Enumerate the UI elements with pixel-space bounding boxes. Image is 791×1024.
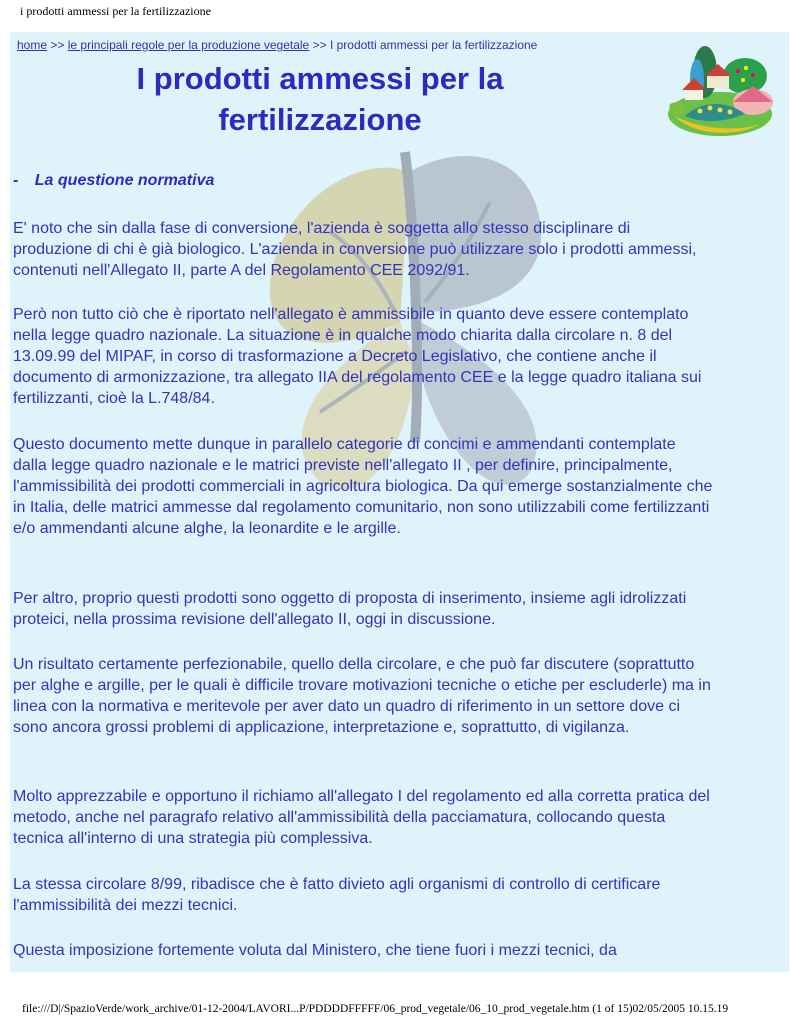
section-heading-text: La questione normativa xyxy=(34,172,215,189)
paragraph-2: Però non tutto ciò che è riportato nell'allegato è ammissibile in quanto deve essere contemplato nella legge quadro nazionale. La situazione è in qualche modo chiarita dalla circolare n. 8 del 13.09.99 del MIPAF, in corso di trasformazione a Decreto Legislativo, che contiene anche il documento di armonizzazione, tra allegato IIA del regolamento CEE e la legge quadro italiana sui fertilizzanti, cioè la L.748/84. xyxy=(13,306,702,407)
breadcrumb-parent-link[interactable]: le principali regole per la produzione vegetale xyxy=(67,38,310,52)
breadcrumb-separator: >> xyxy=(50,38,65,52)
section-dash: - xyxy=(13,172,19,189)
page-title-line1: I prodotti ammessi per la xyxy=(136,61,504,96)
print-header: i prodotti ammessi per la fertilizzazione xyxy=(20,4,211,18)
page-title-line2: fertilizzazione xyxy=(218,102,422,137)
page-title xyxy=(70,58,570,140)
breadcrumb-separator: >> xyxy=(312,38,327,52)
section-heading xyxy=(13,172,214,190)
paragraph-4: Per altro, proprio questi prodotti sono oggetto di proposta di inserimento, insieme agli idrolizzati proteici, nella prossima revisione dell'allegato II, oggi in discussione. xyxy=(13,590,687,628)
breadcrumb xyxy=(17,38,537,52)
paragraph-3: Questo documento mette dunque in parallelo categorie di concimi e ammendanti contemplate dalla legge quadro nazionale e le matrici previste nell'allegato II , per definire, principalmente, l'ammissibilità dei prodotti commerciali in agricoltura biologica. Da qui emerge sostanzialmente che in Italia, delle matrici ammesse dal regolamento comunitario, non sono utilizzabili come fertilizzanti e/o ammendanti alcune alghe, la leonardite e le argille. xyxy=(13,436,713,537)
paragraph-5: Un risultato certamente perfezionabile, quello della circolare, e che può far discutere (soprattutto per alghe e argille, per le quali è difficile trovare motivazioni tecniche o etiche per escluderle) ma in linea con la normativa e meritevole per aver dato un quadro di riferimento in un settore dove ci sono ancora grossi problemi di applicazione, interpretazione e, soprattutto, di vigilanza. xyxy=(13,656,711,736)
breadcrumb-home-link[interactable]: home xyxy=(17,38,48,52)
paragraph-7: La stessa circolare 8/99, ribadisce che è fatto divieto agli organismi di controllo di certificare l'ammissibilità dei mezzi tecnici. xyxy=(13,876,661,914)
print-footer: file:///D|/SpazioVerde/work_archive/01-12-2004/LAVORI...P/PDDDDFFFFF/06_prod_vegetale/06_10_prod_vegetale.htm (1 of 15)02/05/2005 10.15.19 xyxy=(22,1003,729,1015)
paragraph-6: Molto apprezzabile e opportuno il richiamo all'allegato I del regolamento ed alla corretta pratica del metodo, anche nel paragrafo relativo all'ammissibilità della pacciamatura, collocando questa tecnica all'interno di una strategia più complessiva. xyxy=(13,788,710,847)
paragraph-8: Questa imposizione fortemente voluta dal Ministero, che tiene fuori i mezzi tecnici, da xyxy=(13,942,617,959)
paragraph-1: E' noto che sin dalla fase di conversione, l'azienda è soggetta allo stesso disciplinare di produzione di chi è già biologico. L'azienda in conversione può utilizzare solo i prodotti ammessi, contenuti nell'Allegato II, parte A del Regolamento CEE 2092/91. xyxy=(13,220,697,279)
village-landscape-logo-icon xyxy=(665,44,775,139)
breadcrumb-current: I prodotti ammessi per la fertilizzazione xyxy=(329,38,538,52)
page-content xyxy=(10,32,789,972)
